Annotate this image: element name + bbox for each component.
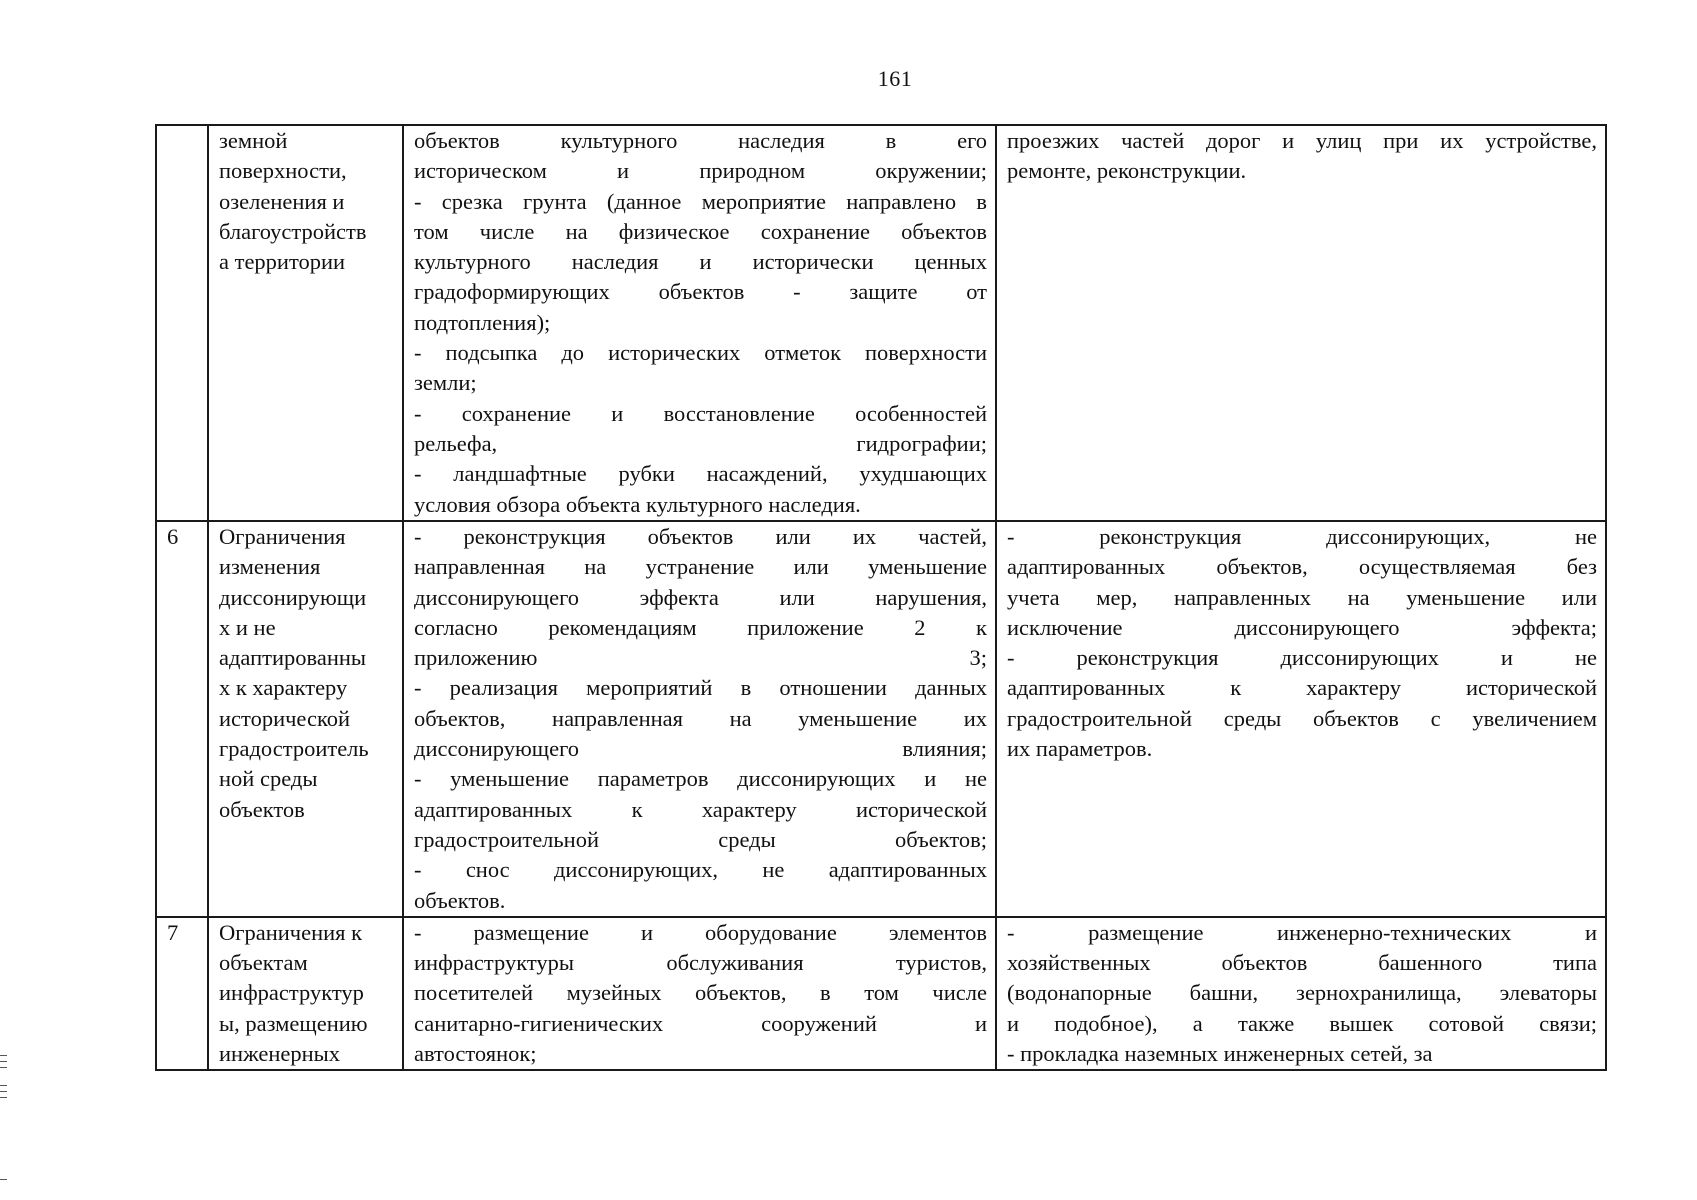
row-number: [156, 125, 208, 521]
cell-text-line: согласно рекомендациям приложение 2 к: [414, 614, 987, 640]
cell-text-line: - ландшафтные рубки насаждений, ухудшающих: [414, 461, 987, 487]
restriction-name-cell: [208, 125, 403, 521]
allowed-measures-cell: [403, 125, 996, 521]
cell-text-line: - подсыпка до исторических отметок поверхности: [414, 340, 987, 366]
cell-text-line: автостоянок;: [414, 1041, 537, 1067]
cell-text-line: рельефа, гидрографии;: [414, 430, 987, 456]
cell-text-line: инженерных: [219, 1041, 341, 1067]
cell-text-line: исключение диссонирующего эффекта;: [1007, 614, 1597, 640]
cell-text-line: диссонирующего эффекта или нарушения,: [414, 584, 987, 610]
cell-text-line: градоформирующих объектов - защите от: [414, 279, 987, 305]
cell-text-line: х и не: [219, 614, 276, 640]
cell-text-line: объектов культурного наследия в его: [414, 128, 987, 153]
restriction-name-cell: [208, 917, 403, 1070]
page-number: 161: [877, 66, 913, 91]
cell-text-line: озеленения и: [219, 188, 345, 214]
cell-text-line: адаптированных объектов, осуществляемая без: [1007, 554, 1597, 580]
cell-text-line: приложению 3;: [414, 645, 987, 671]
forbidden-measures-cell: [996, 521, 1606, 917]
cell-text-line: - реконструкция диссонирующих и не: [1007, 645, 1597, 671]
cell-text-line: объектам: [219, 950, 308, 976]
cell-text-line: адаптированных к характеру исторической: [414, 796, 987, 822]
cell-text-line: благоустройств: [219, 218, 367, 244]
cell-text-line: том числе на физическое сохранение объектов: [414, 218, 987, 244]
cell-text-line: их параметров.: [1007, 736, 1153, 762]
cell-text-line: - размещение инженерно-технических и: [1007, 919, 1597, 945]
allowed-measures-cell: [403, 521, 996, 917]
cell-text-line: - прокладка наземных инженерных сетей, за: [1007, 1041, 1433, 1067]
cell-text-line: и подобное), а также вышек сотовой связи;: [1007, 1010, 1597, 1036]
cell-text-line: градостроитель: [219, 736, 369, 762]
forbidden-measures-cell: [996, 917, 1606, 1070]
cell-text-line: инфраструктуры обслуживания туристов,: [414, 950, 987, 976]
cell-text-line: проезжих частей дорог и улиц при их устройстве,: [1007, 128, 1597, 153]
cell-text-line: - срезка грунта (данное мероприятие направлено в: [414, 188, 987, 214]
cell-text-line: культурного наследия и исторически ценных: [414, 249, 987, 275]
cell-text-line: ы, размещению: [219, 1010, 368, 1036]
cell-text-line: условия обзора объекта культурного наследия.: [414, 491, 861, 517]
restriction-name-cell: [208, 521, 403, 917]
cell-text-line: объектов, направленная на уменьшение их: [414, 705, 987, 731]
cell-text-line: - реконструкция диссонирующих, не: [1007, 524, 1597, 549]
cell-text-line: диссонирующего влияния;: [414, 736, 987, 762]
cell-text-line: - реконструкция объектов или их частей,: [414, 524, 987, 549]
table-row: [156, 917, 1606, 1070]
cell-text-line: градостроительной среды объектов с увеличением: [1007, 705, 1597, 731]
cell-text-line: земли;: [414, 370, 477, 396]
cell-text-line: градостроительной среды объектов;: [414, 826, 987, 852]
cell-text-line: адаптированных к характеру исторической: [1007, 675, 1597, 701]
forbidden-measures-cell: [996, 125, 1606, 521]
cell-text-line: Ограничения: [219, 524, 346, 549]
cell-text-line: подтопления);: [414, 309, 551, 335]
cell-text-line: инфраструктур: [219, 980, 364, 1006]
cell-text-line: учета мер, направленных на уменьшение или: [1007, 584, 1597, 610]
cell-text-line: объектов: [219, 796, 305, 822]
allowed-measures-cell: [403, 917, 996, 1070]
cell-text-line: - размещение и оборудование элементов: [414, 919, 987, 945]
restrictions-table: [155, 124, 1607, 1071]
cell-text-line: а территории: [219, 249, 346, 275]
cell-text-line: историческом и природном окружении;: [414, 158, 987, 184]
cell-text-line: х к характеру: [219, 675, 348, 701]
row-number: 6: [156, 521, 208, 917]
cell-text-line: (водонапорные башни, зернохранилища, элеваторы: [1007, 980, 1597, 1006]
cell-text-line: направленная на устранение или уменьшение: [414, 554, 987, 580]
cell-text-line: объектов.: [414, 887, 506, 913]
cell-text-line: земной: [219, 128, 288, 153]
cell-text-line: ной среды: [219, 766, 318, 792]
cell-text-line: посетителей музейных объектов, в том числе: [414, 980, 987, 1006]
cell-text-line: - снос диссонирующих, не адаптированных: [414, 857, 987, 883]
cell-text-line: ремонте, реконструкции.: [1007, 158, 1247, 184]
cell-text-line: - уменьшение параметров диссонирующих и не: [414, 766, 987, 792]
cell-text-line: адаптированны: [219, 645, 367, 671]
binding-margin-marks: [0, 1055, 8, 1185]
cell-text-line: изменения: [219, 554, 321, 580]
row-number: 7: [156, 917, 208, 1070]
cell-text-line: исторической: [219, 705, 351, 731]
table-row: [156, 125, 1606, 521]
cell-text-line: - реализация мероприятий в отношении данных: [414, 675, 987, 701]
cell-text-line: поверхности,: [219, 158, 347, 184]
cell-text-line: диссонирующи: [219, 584, 367, 610]
table-row: [156, 521, 1606, 917]
cell-text-line: хозяйственных объектов башенного типа: [1007, 950, 1597, 976]
cell-text-line: санитарно-гигиенических сооружений и: [414, 1010, 987, 1036]
cell-text-line: Ограничения к: [219, 919, 363, 945]
cell-text-line: - сохранение и восстановление особенностей: [414, 400, 987, 426]
